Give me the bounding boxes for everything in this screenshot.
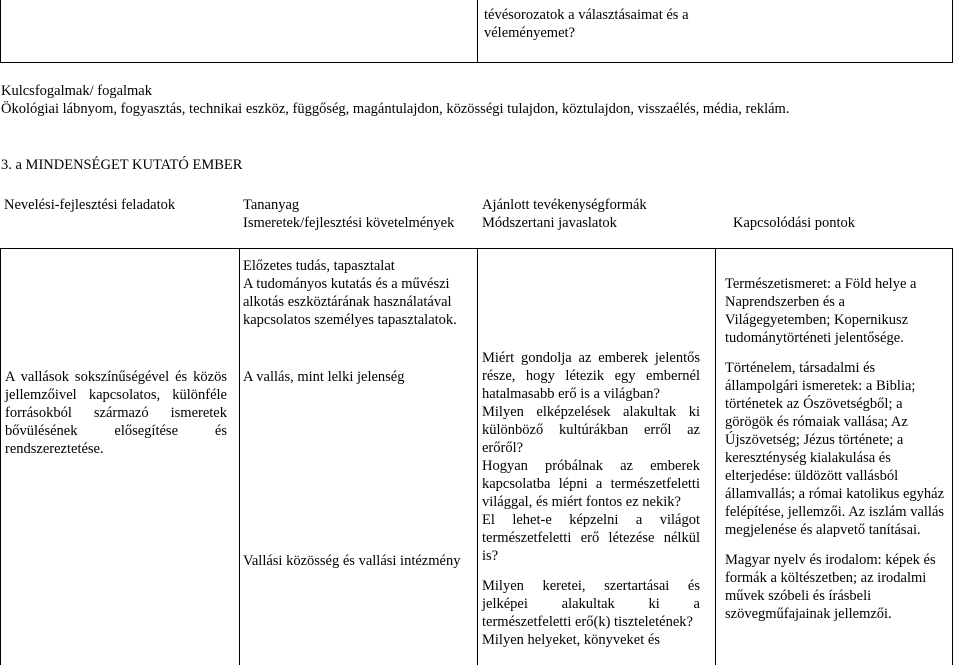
links-literature: Magyar nyelv és irodalom: képek és formák a költészetben; az irodalmi művek szóbeli és írásbeli szövegműfajainak jellemzői. xyxy=(725,552,936,622)
content-religious-community: Vallási közösség és vallási intézmény xyxy=(243,553,461,569)
activities-question-1: Miért gondolja az emberek jelentős része, hogy létezik egy embernél hatalmasabb erő is a világban? xyxy=(482,350,700,402)
activities-question-3: Hogyan próbálnak az emberek kapcsolatba lépni a természetfeletti világgal, és miért fontos ez nekik? xyxy=(482,458,700,510)
header-tasks: Nevelési-fejlesztési feladatok xyxy=(4,197,176,213)
top-table-right-border xyxy=(952,0,953,63)
header-links: Kapcsolódási pontok xyxy=(733,215,856,231)
main-table-left-border xyxy=(0,248,1,665)
main-table-right-border xyxy=(952,248,953,665)
keywords-heading: Kulcsfogalmak/ fogalmak xyxy=(1,83,152,99)
top-table-bottom-border xyxy=(0,62,953,63)
activities-question-2: Milyen elképzelések alakultak ki különböző kultúrákban erről az erőről? xyxy=(482,404,700,456)
top-table-left-border xyxy=(0,0,1,63)
keywords-list: Ökológiai lábnyom, fogyasztás, technikai eszköz, függőség, magántulajdon, közösségi tulajdon, köztulajdon, visszaélés, média, reklám. xyxy=(1,101,790,117)
header-content-line1: Tananyag xyxy=(243,197,300,213)
section-title: 3. a MINDENSÉGET KUTATÓ EMBER xyxy=(1,157,243,173)
header-activities-line2: Módszertani javaslatok xyxy=(482,215,617,231)
content-cell-top xyxy=(243,257,471,329)
links-cell xyxy=(725,275,947,623)
main-table-col-divider-1 xyxy=(239,248,240,665)
content-experiences: A tudományos kutatás és a művészi alkotás eszköztárának használatával kapcsolatos személyes tapasztalatok. xyxy=(243,276,457,328)
content-prior-knowledge: Előzetes tudás, tapasztalat xyxy=(243,258,395,274)
content-religion-phenomenon: A vallás, mint lelki jelenség xyxy=(243,369,405,385)
tasks-cell xyxy=(5,368,227,458)
tasks-text: A vallások sokszínűségével és közös jellemzőivel kapcsolatos, különféle forrásokból származó ismeretek bővülésének elősegítése és rendszereztetése. xyxy=(5,369,227,457)
top-table-cell-text: tévésorozatok a választásaimat és a véleményemet? xyxy=(484,7,689,41)
links-history: Történelem, társadalmi és állampolgári ismeretek: a Biblia; történetek az Ószövetségből; a görögök és rómaiak vallása; Az Újszövetség; Jézus története; a kereszténység kialakulása és elterjedése: üldözött vallásból államvallás; a római katolikus egyház felépítése, jellemzői. Az iszlám vallás megjelenése és alapvető tanításai. xyxy=(725,360,945,538)
activities-question-4: El lehet-e képzelni a világot természetfeletti erő létezése nélkül is? xyxy=(482,512,700,564)
activities-cell xyxy=(482,349,700,649)
top-table-cell xyxy=(484,6,724,42)
activities-question-5: Milyen keretei, szertartásai és jelképei alakultak ki a természetfeletti erő(k) tiszteletének? xyxy=(482,578,700,630)
header-content-line2: Ismeretek/fejlesztési követelmények xyxy=(243,215,455,231)
top-table-divider xyxy=(477,0,478,63)
main-table-col-divider-3 xyxy=(715,248,716,665)
main-table-col-divider-2 xyxy=(477,248,478,665)
links-science: Természetismeret: a Föld helye a Naprendszerben és a Világegyetemben; Kopernikusz tudománytörténeti jelentősége. xyxy=(725,276,917,346)
activities-question-6: Milyen helyeket, könyveket és xyxy=(482,632,660,648)
header-activities-line1: Ajánlott tevékenységformák xyxy=(482,197,647,213)
